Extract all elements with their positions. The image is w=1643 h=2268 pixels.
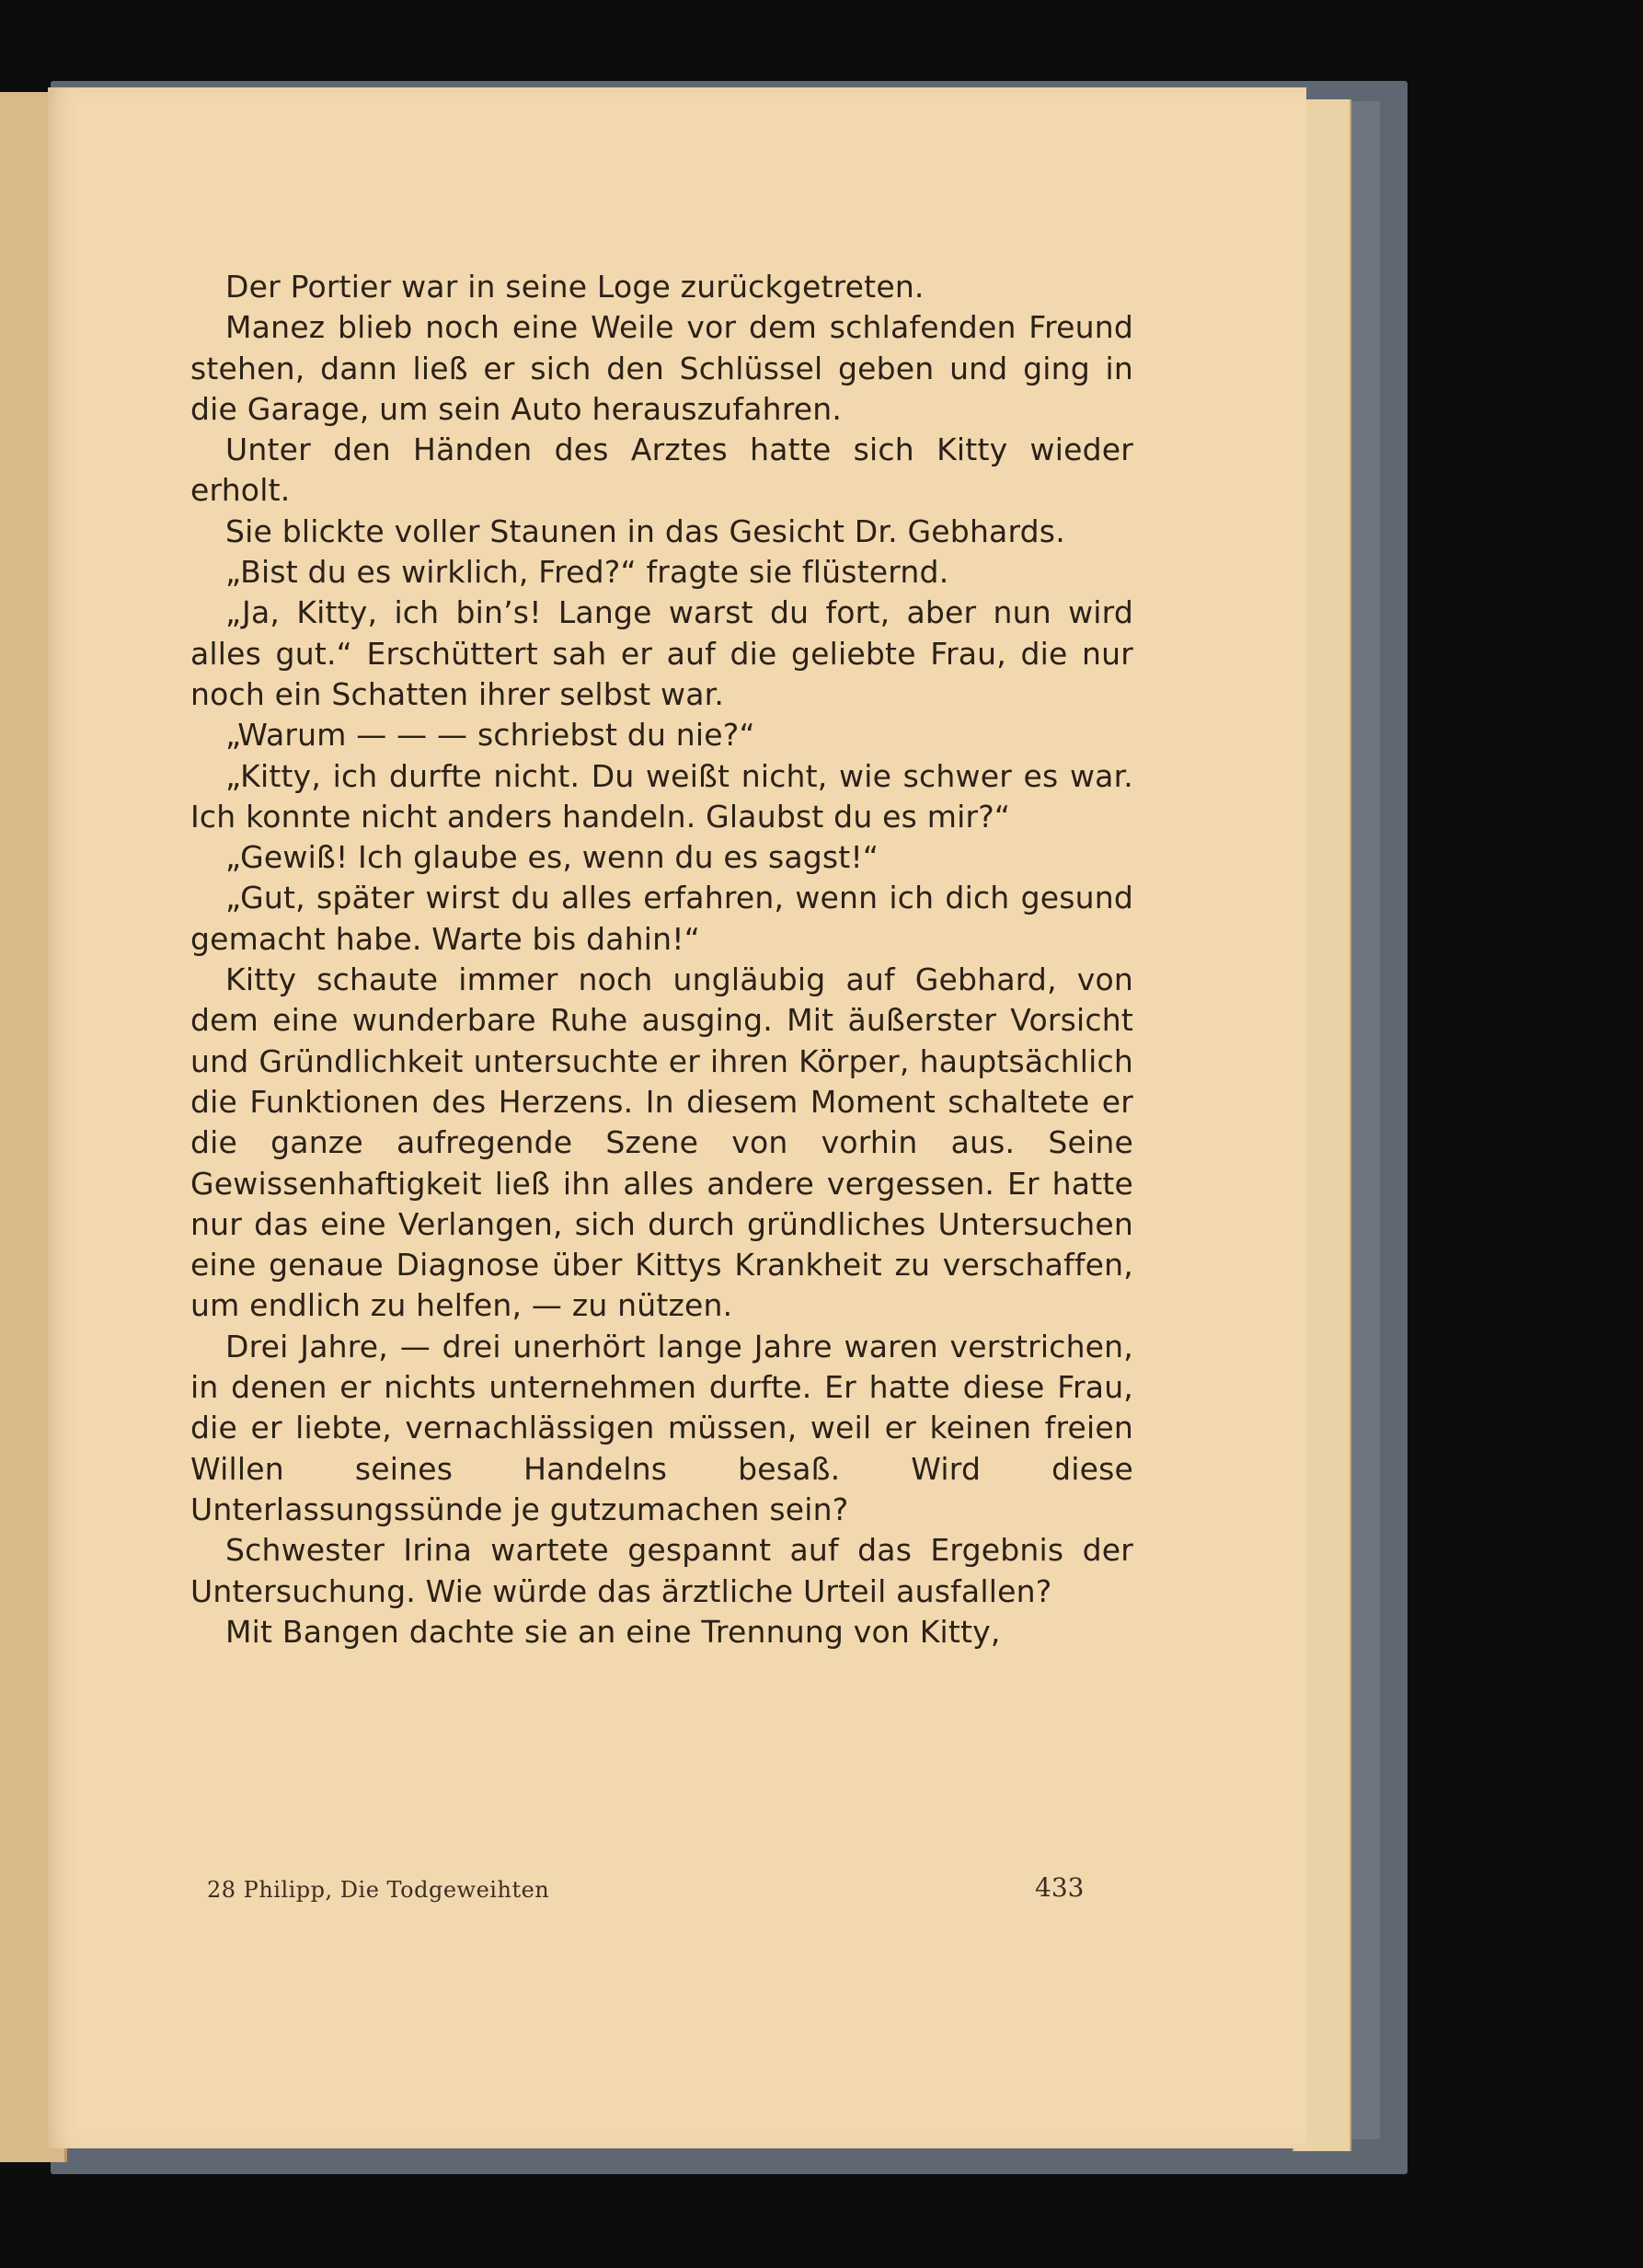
page-number: 433 [1035, 1872, 1085, 1903]
paragraph: „Gut, später wirst du alles erfahren, wenn ich dich gesund gemacht habe. Warte bis dahin!“ [190, 880, 1133, 957]
paragraph: Schwester Irina wartete gespannt auf das Ergebnis der Untersuchung. Wie würde das ärztliche Urteil ausfallen? [190, 1532, 1133, 1609]
paragraph: Der Portier war in seine Loge zurückgetreten. [225, 269, 925, 305]
paragraph: Unter den Händen des Arztes hatte sich Kitty wieder erholt. [190, 432, 1133, 509]
paragraph: „Kitty, ich durfte nicht. Du weißt nicht, wie schwer es war. Ich konnte nicht anders handeln. Glaubst du es mir?“ [190, 757, 1133, 835]
book-page [48, 87, 1306, 2148]
body-text [190, 267, 1133, 1652]
paragraph: Drei Jahre, — drei unerhört lange Jahre waren verstrichen, in denen er nichts unternehmen durfte. Er hatte diese Frau, die er liebte, vernachlässigen müssen, weil er keinen freien Willen seines Handelns besaß. Wird diese Unterlassungssünde je gutzumachen sein? [190, 1328, 1133, 1527]
paragraph: Kitty schaute immer noch ungläubig auf Gebhard, von dem eine wunderbare Ruhe ausging. Mit äußerster Vorsicht und Gründlichkeit untersuchte er ihren Körper, hauptsächlich die Funktionen des Herzens. In diesem Moment schaltete er die ganze aufregende Szene von vorhin aus. Seine Gewissenhaftigkeit ließ ihn alles andere vergessen. Er hatte nur das eine Verlangen, sich durch gründliches Untersuchen eine genaue Diagnose über Kittys Krankheit zu verschaffen, um endlich zu helfen, — zu nützen. [190, 961, 1133, 1324]
paragraph: „Warum — — — schriebst du nie?“ [225, 717, 755, 754]
footer-signature: 28 Philipp, Die Todgeweihten [207, 1877, 550, 1903]
paragraph: „Gewiß! Ich glaube es, wenn du es sagst!“ [225, 839, 879, 876]
paragraph: „Bist du es wirklich, Fred?“ fragte sie flüsternd. [225, 554, 949, 591]
paragraph: Mit Bangen dachte sie an eine Trennung von Kitty, [225, 1613, 1001, 1650]
paragraph: „Ja, Kitty, ich bin’s! Lange warst du fort, aber nun wird alles gut.“ Erschüttert sah er auf die geliebte Frau, die nur noch ein Schatten ihrer selbst war. [190, 594, 1133, 712]
paragraph: Manez blieb noch eine Weile vor dem schlafenden Freund stehen, dann ließ er sich den Schlüssel geben und ging in die Garage, um sein Auto herauszufahren. [190, 309, 1133, 427]
paragraph: Sie blickte voller Staunen in das Gesicht Dr. Gebhards. [225, 512, 1065, 549]
